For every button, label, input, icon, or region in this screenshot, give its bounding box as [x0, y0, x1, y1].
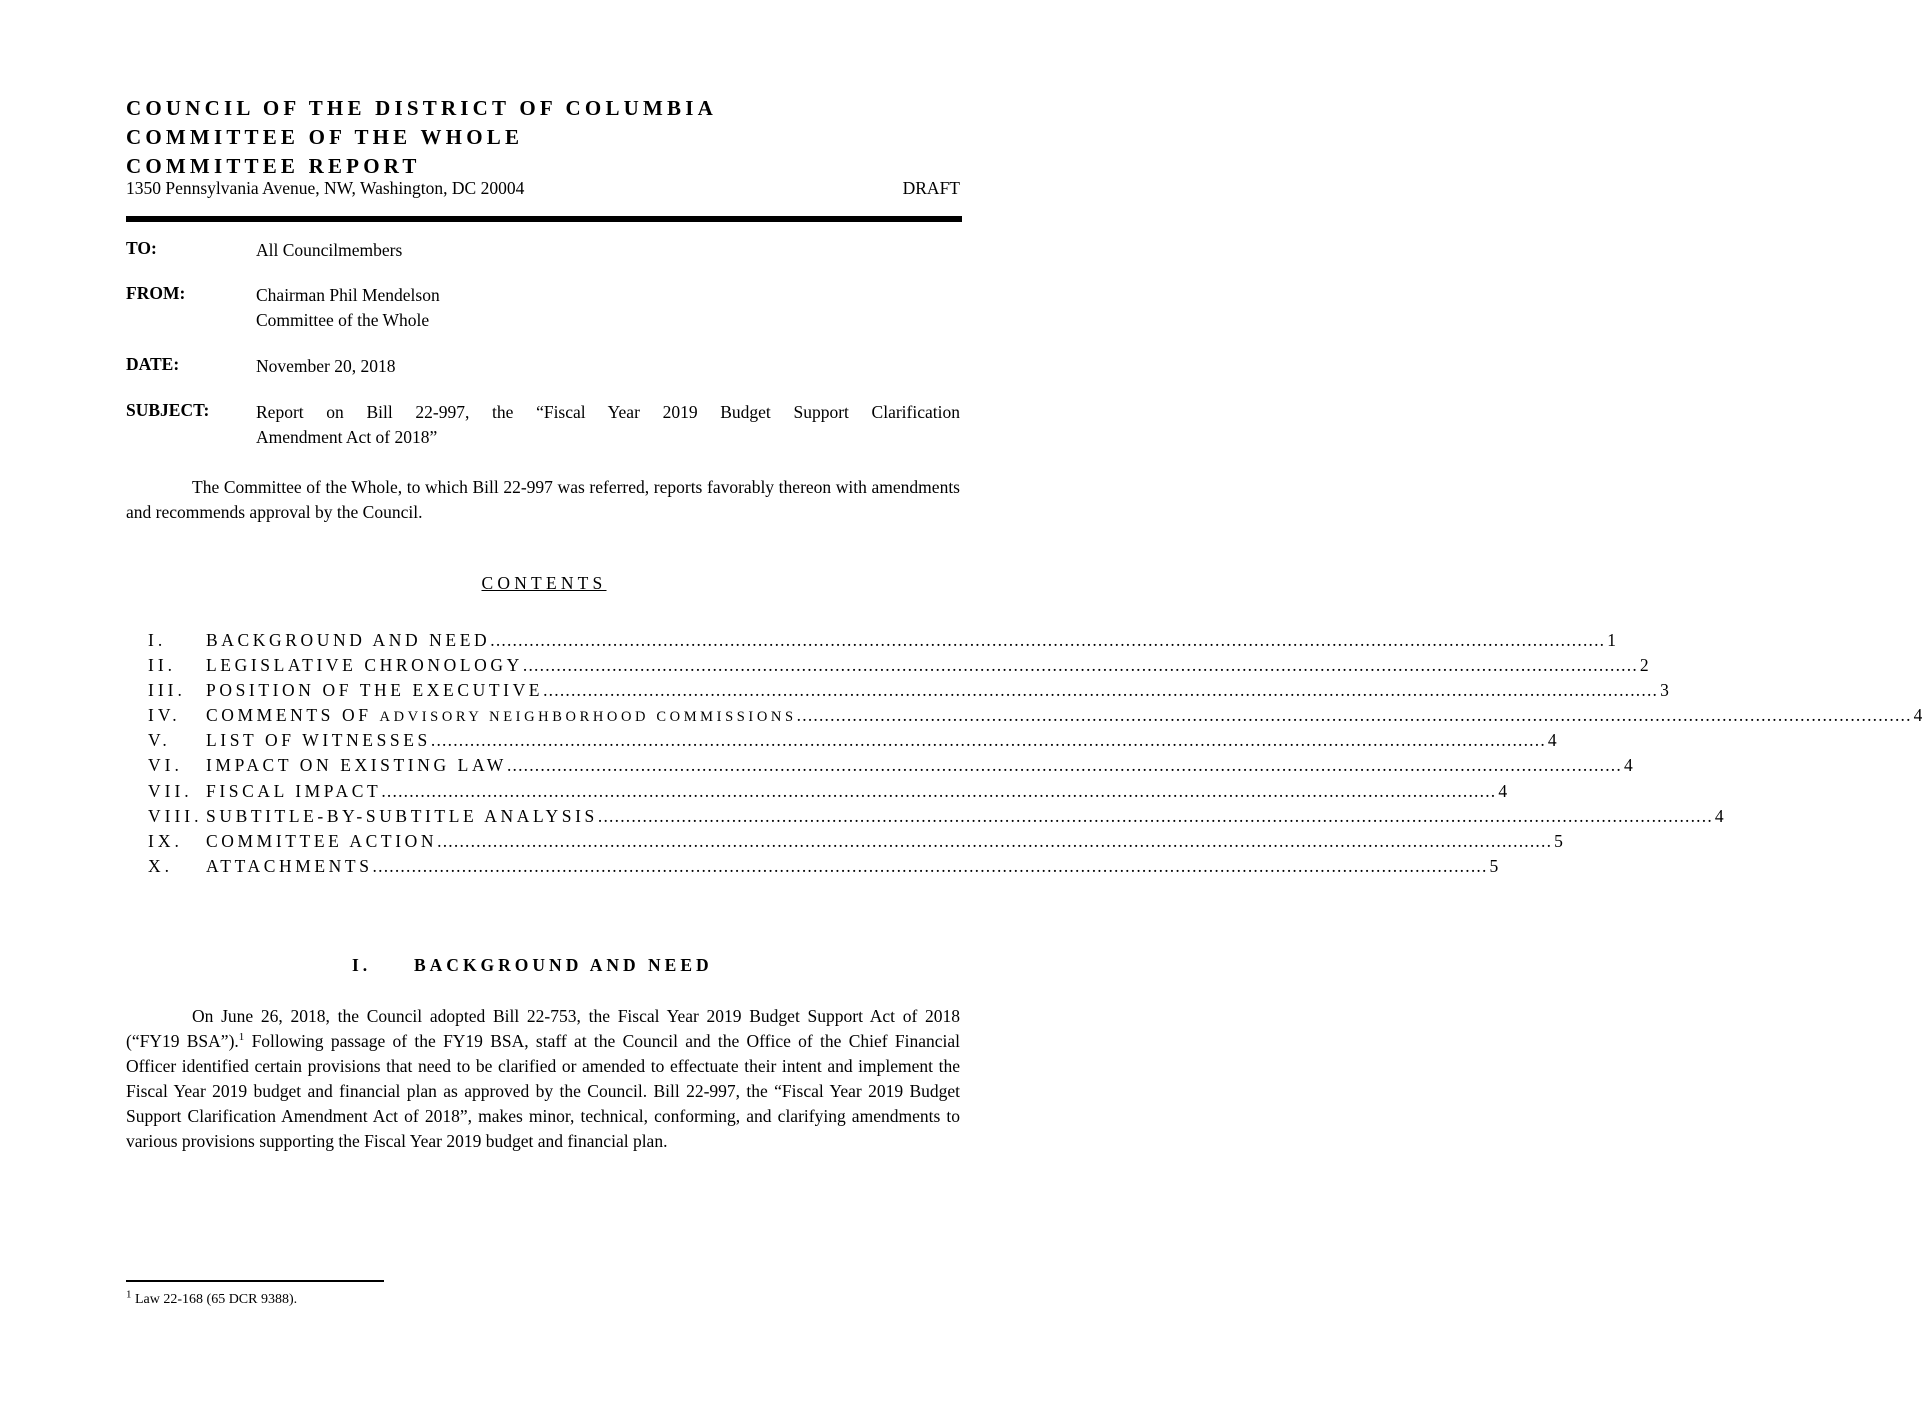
draft-label: DRAFT	[902, 178, 960, 198]
toc-item-title-text: BACKGROUND AND NEED	[206, 630, 491, 650]
toc-item-title	[206, 703, 797, 728]
toc-item-page: 4	[1498, 780, 1508, 801]
footnote-number: 1	[126, 1288, 132, 1301]
toc-item-page: 4	[1714, 805, 1724, 826]
toc-item-title	[206, 854, 373, 879]
section-number: I.	[352, 955, 372, 975]
contents-heading: CONTENTS	[481, 573, 607, 593]
toc-dot-leader: ........................................................................................................................................................................................................	[506, 755, 1622, 776]
toc-item-page: 4	[1547, 730, 1557, 751]
from-value-line1: Chairman Phil Mendelson	[256, 285, 440, 305]
toc-item-title-text: SUBTITLE-BY-SUBTITLE ANALYSIS	[206, 805, 598, 826]
toc-item-number: IX.	[148, 830, 183, 851]
toc-item-title-text: ATTACHMENTS	[206, 855, 373, 876]
subject-value-line1: Report on Bill 22-997, the “Fiscal Year 2019 Budget Support Clarification	[256, 402, 960, 422]
toc-item[interactable]	[148, 728, 1557, 753]
intro-text: The Committee of the Whole, to which Bill 22-997 was referred, reports favorably thereon with amendments and recommends approval by the Council.	[126, 477, 960, 522]
council-address: 1350 Pennsylvania Avenue, NW, Washington, DC 20004	[126, 178, 525, 198]
table-of-contents	[148, 628, 1922, 879]
toc-item-number: I.	[148, 630, 167, 650]
toc-item-page: 4	[1623, 755, 1633, 776]
toc-item[interactable]	[148, 779, 1508, 804]
toc-dot-leader: ........................................................................................................................................................................................................	[796, 705, 1912, 726]
toc-dot-leader: ........................................................................................................................................................................................................	[597, 805, 1713, 826]
background-text-a: On June 26, 2018, the Council adopted Bill 22-753, the Fiscal Year 2019 Budget Support Act of 2018 (“FY19 BSA”).	[126, 1006, 960, 1051]
footnote-reference[interactable]: 1	[238, 1031, 245, 1044]
toc-dot-leader: ........................................................................................................................................................................................................	[543, 680, 1659, 701]
subject-value-line2: Amendment Act of 2018”	[256, 427, 438, 447]
intro-paragraph	[126, 475, 960, 525]
toc-item-title-text: LEGISLATIVE CHRONOLOGY	[206, 655, 523, 676]
toc-item-title	[206, 829, 437, 854]
council-title: COUNCIL OF THE DISTRICT OF COLUMBIA	[126, 96, 717, 120]
toc-dot-leader: ........................................................................................................................................................................................................	[372, 855, 1488, 876]
toc-item[interactable]	[148, 804, 1724, 829]
from-value-line2: Committee of the Whole	[256, 310, 430, 330]
committee-title: COMMITTEE OF THE WHOLE	[126, 125, 524, 149]
toc-item-number: VIII.	[148, 805, 203, 826]
toc-item-title-text: FISCAL IMPACT	[206, 780, 382, 801]
toc-item-title-text: POSITION OF THE EXECUTIVE	[206, 680, 544, 701]
toc-item[interactable]	[148, 753, 1633, 778]
toc-item-title	[206, 678, 543, 703]
toc-item-page: 5	[1489, 855, 1499, 876]
date-value: November 20, 2018	[256, 356, 396, 376]
toc-item[interactable]	[148, 628, 1616, 653]
toc-item-number: V.	[148, 730, 171, 751]
toc-item-title	[206, 728, 431, 753]
toc-item-page: 5	[1554, 830, 1563, 851]
footnote-rule	[126, 1280, 384, 1282]
toc-dot-leader: ........................................................................................................................................................................................................	[522, 655, 1638, 676]
toc-item-number: VI.	[148, 755, 183, 776]
background-text	[126, 1004, 960, 1154]
report-title: COMMITTEE REPORT	[126, 154, 421, 178]
to-value: All Councilmembers	[256, 240, 403, 260]
toc-item-number: X.	[148, 855, 174, 876]
toc-item-title	[206, 804, 598, 829]
toc-item[interactable]	[148, 678, 1669, 703]
subject-label: SUBJECT:	[126, 400, 210, 420]
background-text-b: Following passage of the FY19 BSA, staff at the Council and the Office of the Chief Financial Officer identified certain provisions that need to be clarified or amended to effectuate their intent and implement the Fiscal Year 2019 budget and financial plan as approved by the Council. Bill 22-997, the “Fiscal Year 2019 Budget Support Clarification Amendment Act of 2018”, makes minor, technical, conforming, and clarifying amendments to various provisions supporting the Fiscal Year 2019 budget and financial plan.	[126, 1031, 960, 1151]
toc-item-title	[206, 753, 507, 778]
toc-item-number: VII.	[148, 780, 193, 801]
toc-item-title	[206, 628, 490, 653]
toc-item-page: 4	[1913, 705, 1922, 726]
footnote	[126, 1288, 298, 1308]
toc-item-number: III.	[148, 680, 186, 701]
to-label: TO:	[126, 238, 157, 258]
toc-item-title	[206, 779, 381, 804]
header-rule	[126, 216, 962, 222]
toc-item-title-text: COMMITTEE ACTION	[206, 830, 438, 851]
from-label: FROM:	[126, 283, 186, 303]
toc-dot-leader: ........................................................................................................................................................................................................	[437, 830, 1553, 851]
toc-item-title-smallcaps: ADVISORY NEIGHBORHOOD COMMISSIONS	[379, 709, 797, 726]
toc-item-page: 2	[1639, 655, 1649, 676]
toc-dot-leader: ........................................................................................................................................................................................................	[430, 730, 1546, 751]
toc-item[interactable]	[148, 854, 1499, 879]
background-paragraph	[126, 1004, 960, 1154]
toc-dot-leader: ........................................................................................................................................................................................................	[490, 630, 1606, 650]
toc-item-title-text: IMPACT ON EXISTING LAW	[206, 755, 507, 776]
toc-item-title	[206, 653, 523, 678]
toc-item-page: 3	[1660, 680, 1669, 701]
toc-item-number: II.	[148, 655, 177, 676]
toc-item[interactable]	[148, 703, 1922, 728]
toc-item[interactable]	[148, 829, 1563, 854]
toc-item-title-text: LIST OF WITNESSES	[206, 730, 431, 751]
toc-item[interactable]	[148, 653, 1649, 678]
section-title: BACKGROUND AND NEED	[414, 955, 713, 975]
date-label: DATE:	[126, 354, 180, 374]
toc-item-page: 1	[1607, 630, 1616, 650]
toc-dot-leader: ........................................................................................................................................................................................................	[381, 780, 1497, 801]
toc-item-number: IV.	[148, 705, 181, 726]
toc-item-title-text: COMMENTS OF	[206, 705, 380, 726]
footnote-text: Law 22-168 (65 DCR 9388).	[131, 1292, 298, 1307]
